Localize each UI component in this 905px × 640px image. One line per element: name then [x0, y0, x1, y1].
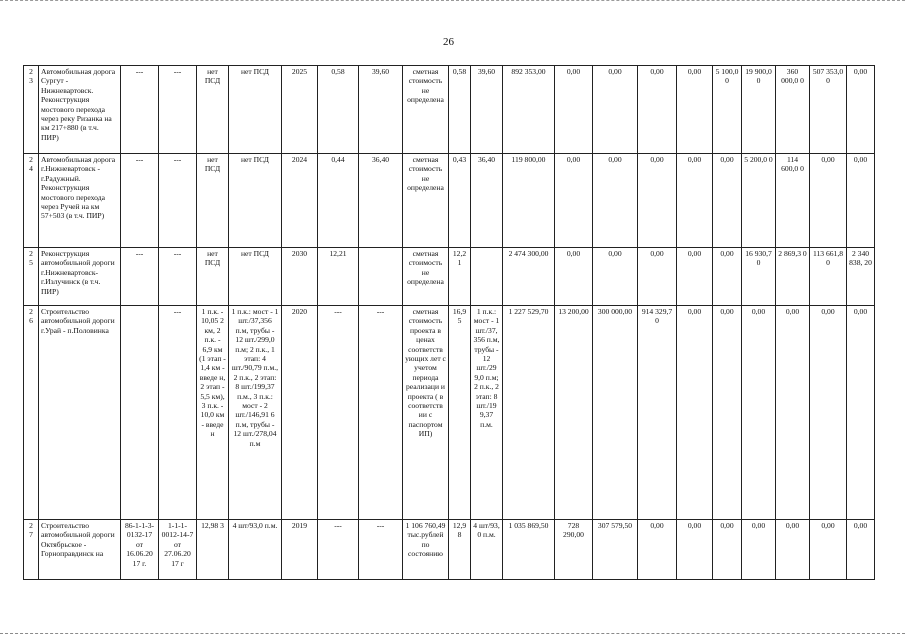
object-name: Строительство автомобильной дороги Октябрьское - Горноправдинск на — [39, 520, 121, 580]
financing-year-6: 5 200,0 0 — [742, 154, 776, 248]
estimated-cost: 1 106 760,49 тыс.рублей по состоянию — [403, 520, 449, 580]
financing-year-9: 0,00 — [847, 66, 875, 154]
expertise-number: --- — [121, 248, 159, 306]
financing-year-7: 0,00 — [776, 306, 810, 520]
length-km: 0,44 — [318, 154, 359, 248]
scan-top-edge — [0, 0, 905, 4]
financing-year-5: 0,00 — [713, 306, 742, 520]
approval-number: --- — [159, 154, 197, 248]
table-row — [24, 306, 875, 520]
bridge-length: --- — [359, 306, 403, 520]
input-length: 0,58 — [449, 66, 471, 154]
input-length: 12,2 1 — [449, 248, 471, 306]
length-km: 0,58 — [318, 66, 359, 154]
table-row — [24, 520, 875, 580]
row-number: 2 4 — [24, 154, 39, 248]
estimated-cost: сметная стоимость не определена — [403, 154, 449, 248]
row-number: 2 6 — [24, 306, 39, 520]
scan-bottom-edge — [0, 633, 905, 636]
object-name: Строительство автомобильной дороги г.Урай - п.Половинка — [39, 306, 121, 520]
row-number: 2 3 — [24, 66, 39, 154]
table-row — [24, 66, 875, 154]
expertise-number: --- — [121, 154, 159, 248]
financing-year-2: 0,00 — [593, 248, 638, 306]
commissioning-year: 2030 — [282, 248, 318, 306]
bridge-length: 36,40 — [359, 154, 403, 248]
financing-year-3: 0,00 — [638, 248, 677, 306]
row-number: 2 5 — [24, 248, 39, 306]
financing-year-3: 914 329,7 0 — [638, 306, 677, 520]
object-name: Автомобильная дорога Сургут - Нижневартовск. Реконструкция мостового перехода через реку Ризанка на км 217+880 (в т.ч. ПИР) — [39, 66, 121, 154]
financing-year-1: 728 290,00 — [555, 520, 593, 580]
capacity-structures: нет ПСД — [229, 154, 282, 248]
financing-year-8: 113 661,8 0 — [810, 248, 847, 306]
input-length: 16,9 5 — [449, 306, 471, 520]
capacity-structures: 1 п.к.: мост - 1 шт./37,356 п.м, трубы - 12 шт./299,0 п.м; 2 п.к., 1 этап: 4 шт./90,79 п.м., 2 п.к., 2 этап: 8 шт./199,37 п.м., 3 п.к.: мост - 2 шт./146,91 6 п.м, трубы - 12 шт./278,04 п.м — [229, 306, 282, 520]
financing-year-6: 0,00 — [742, 306, 776, 520]
input-structures — [471, 248, 503, 306]
financing-year-7: 360 000,0 0 — [776, 66, 810, 154]
bridge-length — [359, 248, 403, 306]
financing-total: 892 353,00 — [503, 66, 555, 154]
financing-year-4: 0,00 — [677, 66, 713, 154]
investment-table — [23, 65, 875, 580]
financing-year-2: 307 579,50 — [593, 520, 638, 580]
capacity-structures: нет ПСД — [229, 248, 282, 306]
financing-year-4: 0,00 — [677, 520, 713, 580]
input-structures: 36,40 — [471, 154, 503, 248]
length-km: --- — [318, 306, 359, 520]
financing-year-1: 0,00 — [555, 154, 593, 248]
capacity-length: нет ПСД — [197, 66, 229, 154]
commissioning-year: 2020 — [282, 306, 318, 520]
length-km: 12,21 — [318, 248, 359, 306]
input-length: 12,9 8 — [449, 520, 471, 580]
bridge-length: 39,60 — [359, 66, 403, 154]
financing-year-4: 0,00 — [677, 306, 713, 520]
financing-year-3: 0,00 — [638, 154, 677, 248]
financing-year-9: 2 340 838, 20 — [847, 248, 875, 306]
financing-year-3: 0,00 — [638, 66, 677, 154]
capacity-length: нет ПСД — [197, 248, 229, 306]
table-row — [24, 154, 875, 248]
approval-number: --- — [159, 248, 197, 306]
financing-year-2: 0,00 — [593, 66, 638, 154]
financing-year-6: 0,00 — [742, 520, 776, 580]
expertise-number: 86-1-1-3-0132-17 от 16.06.20 17 г. — [121, 520, 159, 580]
capacity-length: 1 п.к. - 10,05 2 км, 2 п.к. - 6,9 км (1 этап - 1,4 км - введе н, 2 этап - 5,5 км), 3 п.к. - 10,0 км - введе н — [197, 306, 229, 520]
financing-total: 1 227 529,70 — [503, 306, 555, 520]
financing-year-2: 300 000,00 — [593, 306, 638, 520]
object-name: Автомобильная дорога г.Нижневартовск - г.Радужный. Реконструкция мостового перехода через Ручей на км 57+503 (в т.ч. ПИР) — [39, 154, 121, 248]
financing-year-2: 0,00 — [593, 154, 638, 248]
row-number: 2 7 — [24, 520, 39, 580]
financing-year-1: 0,00 — [555, 248, 593, 306]
table-row — [24, 248, 875, 306]
financing-year-3: 0,00 — [638, 520, 677, 580]
financing-year-9: 0,00 — [847, 154, 875, 248]
commissioning-year: 2024 — [282, 154, 318, 248]
capacity-length: нет ПСД — [197, 154, 229, 248]
financing-year-7: 0,00 — [776, 520, 810, 580]
object-name: Реконструкция автомобильной дороги г.Нижневартовск-г.Излучинск (в т.ч. ПИР) — [39, 248, 121, 306]
expertise-number: --- — [121, 66, 159, 154]
financing-year-1: 0,00 — [555, 66, 593, 154]
expertise-number — [121, 306, 159, 520]
commissioning-year: 2025 — [282, 66, 318, 154]
financing-year-5: 0,00 — [713, 520, 742, 580]
financing-year-7: 2 869,3 0 — [776, 248, 810, 306]
approval-number: 1-1-1-0012-14-7 от 27.06.20 17 г — [159, 520, 197, 580]
financing-year-9: 0,00 — [847, 520, 875, 580]
financing-total: 1 035 869,50 — [503, 520, 555, 580]
table-body — [24, 66, 875, 580]
financing-year-6: 19 900,0 0 — [742, 66, 776, 154]
length-km: --- — [318, 520, 359, 580]
financing-year-5: 0,00 — [713, 248, 742, 306]
input-length: 0,43 — [449, 154, 471, 248]
page-number: 26 — [443, 36, 454, 48]
financing-year-4: 0,00 — [677, 248, 713, 306]
financing-year-8: 0,00 — [810, 306, 847, 520]
capacity-structures: нет ПСД — [229, 66, 282, 154]
financing-year-1: 13 200,00 — [555, 306, 593, 520]
financing-total: 2 474 300,00 — [503, 248, 555, 306]
financing-year-4: 0,00 — [677, 154, 713, 248]
financing-total: 119 800,00 — [503, 154, 555, 248]
financing-year-9: 0,00 — [847, 306, 875, 520]
input-structures: 39,60 — [471, 66, 503, 154]
financing-year-8: 0,00 — [810, 520, 847, 580]
financing-year-5: 5 100,0 0 — [713, 66, 742, 154]
estimated-cost: сметная стоимость не определена — [403, 248, 449, 306]
financing-year-8: 0,00 — [810, 154, 847, 248]
estimated-cost: сметная стоимость проекта в ценах соответств ующих лет с учетом периода реализаци и проекта ( в соответств ии с паспортом ИП) — [403, 306, 449, 520]
input-structures: 1 п.к.: мост - 1 шт./37, 356 п.м, трубы - 12 шт./29 9,0 п.м; 2 п.к., 2 этап: 8 шт./19 9,37 п.м. — [471, 306, 503, 520]
financing-year-5: 0,00 — [713, 154, 742, 248]
commissioning-year: 2019 — [282, 520, 318, 580]
input-structures: 4 шт/93, 0 п.м. — [471, 520, 503, 580]
capacity-structures: 4 шт/93,0 п.м. — [229, 520, 282, 580]
financing-year-7: 114 600,0 0 — [776, 154, 810, 248]
estimated-cost: сметная стоимость не определена — [403, 66, 449, 154]
capacity-length: 12,98 3 — [197, 520, 229, 580]
bridge-length: --- — [359, 520, 403, 580]
financing-year-6: 16 930,7 0 — [742, 248, 776, 306]
approval-number: --- — [159, 306, 197, 520]
financing-year-8: 507 353,0 0 — [810, 66, 847, 154]
approval-number: --- — [159, 66, 197, 154]
